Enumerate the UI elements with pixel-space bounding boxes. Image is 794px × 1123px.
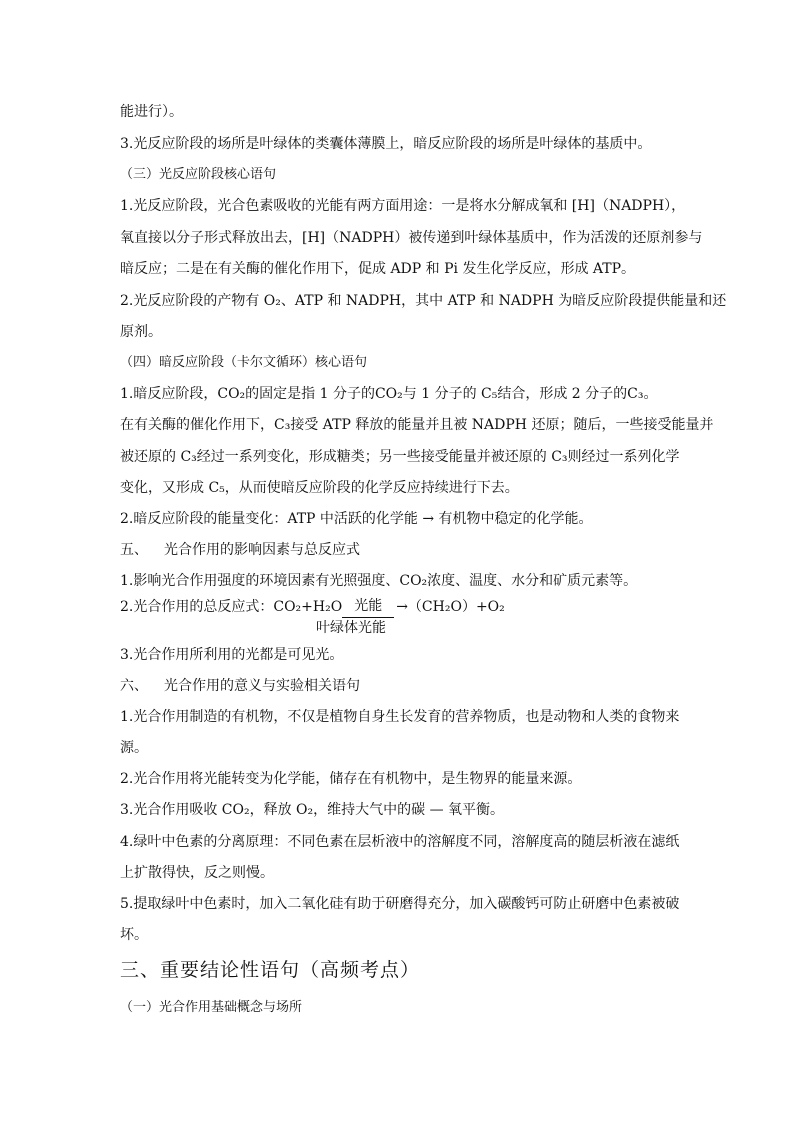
subsection-heading: （四）暗反应阶段（卡尔文循环）核心语句: [120, 355, 368, 370]
subsection-heading: （三）光反应阶段核心语句: [120, 167, 277, 182]
equation-prefix: 2.光合作用的总反应式：CO₂+H₂O: [120, 599, 343, 615]
text-line: 1.影响光合作用强度的环境因素有光照强度、CO₂浓度、温度、水分和矿质元素等。: [120, 573, 638, 589]
section-heading-6: [120, 676, 360, 696]
text-line: 能进行）。: [120, 104, 183, 120]
chapter-heading: 三、重要结论性语句（高频考点）: [120, 959, 421, 981]
text-line: 5.提取绿叶中色素时，加入二氧化硅有助于研磨得充分，加入碳酸钙可防止研磨中色素被破: [120, 896, 680, 912]
text-line: 3.光合作用吸收 CO₂，释放 O₂，维持大气中的碳 — 氧平衡。: [120, 802, 505, 818]
text-line: 暗反应；二是在有关酶的催化作用下，促成 ADP 和 Pi 发生化学反应，形成 ATP。: [120, 261, 636, 277]
text-line: 被还原的 C₃经过一系列变化，形成糖类；另一些接受能量并被还原的 C₃则经过一系列化学: [120, 449, 680, 465]
subsection-heading: （一）光合作用基础概念与场所: [120, 1000, 303, 1015]
section-title: 光合作用的意义与实验相关语句: [164, 678, 360, 694]
text-line: 3.光合作用所利用的光都是可见光。: [120, 647, 344, 663]
section-number: 五、: [120, 542, 148, 558]
section-number: 六、: [120, 678, 148, 694]
text-line: 1.光反应阶段，光合色素吸收的光能有两方面用途：一是将水分解成氧和 [H]（NADPH），: [120, 198, 686, 214]
text-line: 在有关酶的催化作用下，C₃接受 ATP 释放的能量并且被 NADPH 还原；随后，一些接受能量并: [120, 417, 714, 433]
equation-below-label: 叶绿体光能: [316, 620, 386, 636]
text-line: 2.光合作用将光能转变为化学能，储存在有机物中，是生物界的能量来源。: [120, 771, 582, 787]
text-line: 4.绿叶中色素的分离原理：不同色素在层析液中的溶解度不同，溶解度高的随层析液在滤纸: [120, 834, 680, 850]
reaction-equation: [120, 597, 505, 618]
text-line: 2.暗反应阶段的能量变化：ATP 中活跃的化学能 → 有机物中稳定的化学能。: [120, 511, 593, 527]
section-title: 光合作用的影响因素与总反应式: [164, 542, 360, 558]
text-line: 氧直接以分子形式释放出去，[H]（NADPH）被传递到叶绿体基质中，作为活泼的还原剂参与: [120, 230, 703, 246]
equation-products: →（CH₂O）+O₂: [396, 599, 505, 615]
text-line: 1.光合作用制造的有机物，不仅是植物自身生长发育的营养物质，也是动物和人类的食物来: [120, 709, 680, 725]
text-line: 1.暗反应阶段，CO₂的固定是指 1 分子的CO₂与 1 分子的 C₅结合，形成 2 分子的C₃。: [120, 386, 658, 402]
text-line: 原剂。: [120, 324, 162, 340]
text-line: 坏。: [120, 927, 148, 943]
text-line: 2.光反应阶段的产物有 O₂、ATP 和 NADPH，其中 ATP 和 NADPH 为暗反应阶段提供能量和还: [120, 293, 727, 309]
text-line: 3.光反应阶段的场所是叶绿体的类囊体薄膜上，暗反应阶段的场所是叶绿体的基质中。: [120, 136, 652, 152]
section-heading-5: [120, 540, 360, 560]
equation-condition: 光能: [354, 598, 383, 614]
equation-condition-underline: [342, 597, 394, 618]
text-line: 上扩散得快，反之则慢。: [120, 865, 274, 881]
text-line: 变化，又形成 C₅，从而使暗反应阶段的化学反应持续进行下去。: [120, 480, 519, 496]
text-line: 源。: [120, 740, 148, 756]
